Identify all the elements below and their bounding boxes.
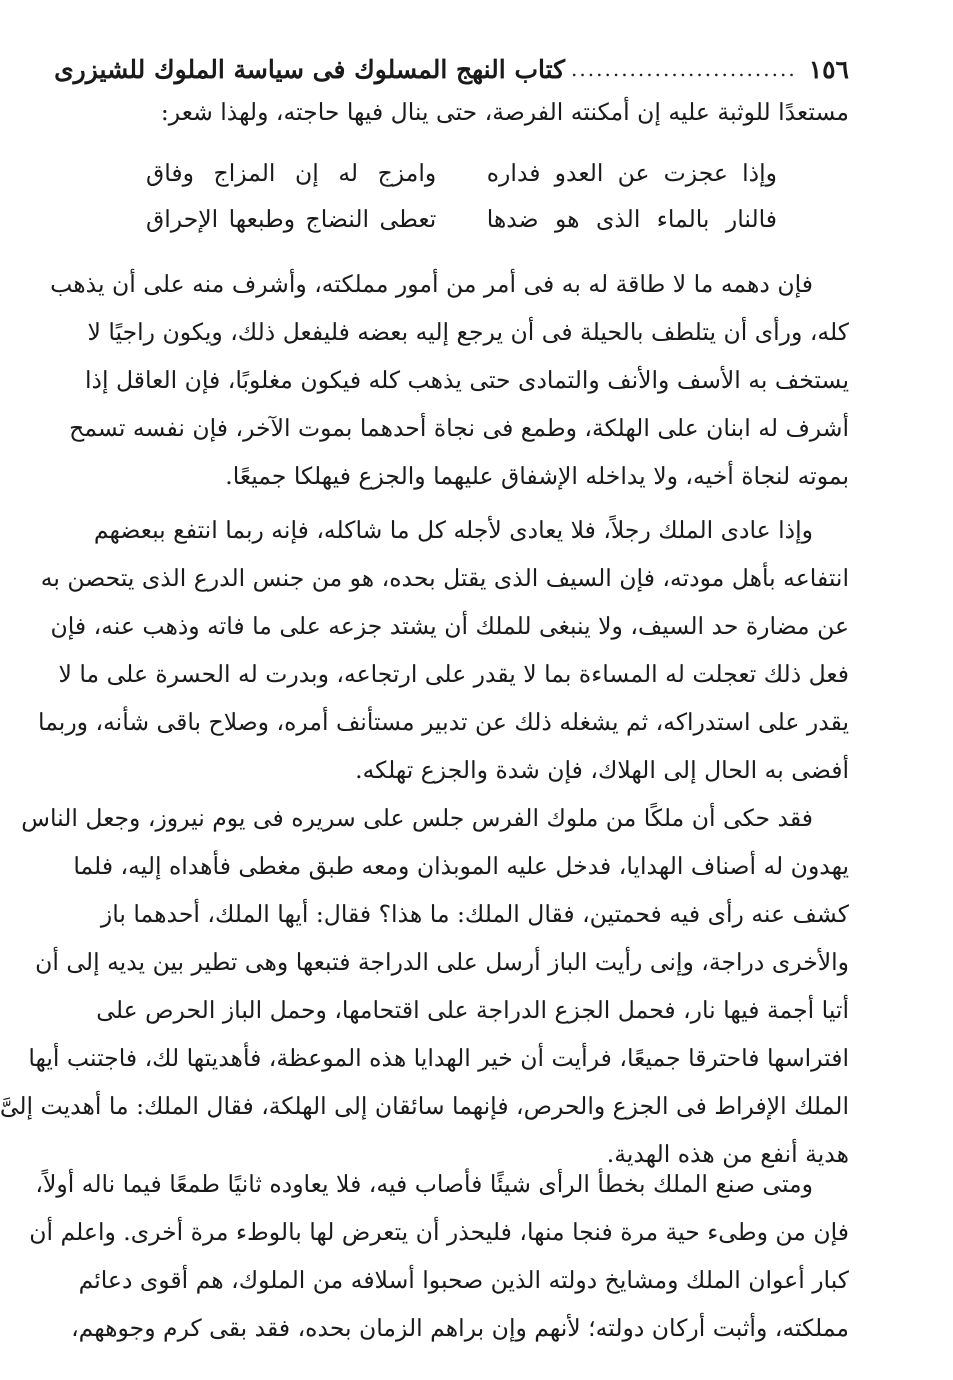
paragraph-line: افتراسها فاحترقا جميعًا، فرأيت أن خير الهدايا هذه الموعظة، فأهديتها لك، فاجتنب أيها <box>28 1044 849 1072</box>
verse-first-hemistich: وإذا عجزت عن العدو فداره <box>486 159 777 187</box>
running-header <box>54 48 849 90</box>
intro-block <box>104 88 849 136</box>
paragraph-line: الملك الإفراط فى الجزع والحرص، فإنهما سائقان إلى الهلكة، فقال الملك: ما أهديت إلىَّ <box>0 1092 849 1120</box>
verse-first-hemistich: فالنار بالماء الذى هو ضدها <box>486 205 777 233</box>
paragraph-line: ومتى صنع الملك بخطأ الرأى شيئًا فأصاب فيه، فلا يعاوده ثانيًا طمعًا فيما ناله أولاً، <box>35 1170 813 1198</box>
paragraph <box>38 506 849 794</box>
paragraph-line: يستخف به الأسف والأنف والتمادى حتى يذهب كله فيكون مغلوبًا، فإن العاقل إذا <box>84 366 849 394</box>
paragraph <box>50 260 849 500</box>
paragraph-line: أفضى به الحال إلى الهلاك، فإن شدة والجزع تهلكه. <box>355 756 849 784</box>
paragraph-line: بموته لنجاة أخيه، ولا يداخله الإشفاق عليهما والجزع فيهلكا جميعًا. <box>225 462 849 490</box>
paragraph-line: أشرف له ابنان على الهلكة، وطمع فى نجاة أحدهما بموت الآخر، فإن نفسه تسمح <box>69 414 849 442</box>
paragraph-line: هدية أنفع من هذه الهدية. <box>606 1140 849 1168</box>
page-number: ١٥٦ <box>808 54 849 84</box>
poem <box>146 150 777 242</box>
paragraph-line: كشف عنه رأى فيه فحمتين، فقال الملك: ما هذا؟ فقال: أيها الملك، أحدهما باز <box>100 900 849 928</box>
paragraph <box>0 794 849 1178</box>
verse-second-hemistich: وامزج له إن المزاج وفاق <box>146 159 437 187</box>
intro-line: مستعدًا للوثبة عليه إن أمكنته الفرصة، حتى ينال فيها حاجته، ولهذا شعر: <box>160 98 849 126</box>
paragraph-line: يهدون له أصناف الهدايا، فدخل عليه الموبذان ومعه طبق مغطى فأهداه إليه، فلما <box>73 852 849 880</box>
paragraph-line: فإن من وطىء حية مرة فنجا منها، فليحذر أن يتعرض لها بالوطء مرة أخرى. واعلم أن <box>29 1218 849 1246</box>
book-title: كتاب النهج المسلوك فى سياسة الملوك للشيزرى <box>54 54 566 84</box>
paragraph-line: يقدر على استدراكه، ثم يشغله ذلك عن تدبير مستأنف أمره، وصلاح باقى شأنه، وربما <box>38 708 849 736</box>
paragraph-line: والأخرى دراجة، وإنى رأيت الباز أرسل على الدراجة فتبعها وهى تطير بين يديه إلى أن <box>35 948 849 976</box>
paragraph-line: فقد حكى أن ملكًا من ملوك الفرس جلس على سريره فى يوم نيروز، وجعل الناس <box>21 804 813 832</box>
verse-second-hemistich: تعطى النضاج وطبعها الإحراق <box>146 205 437 233</box>
paragraph-line: كبار أعوان الملك ومشايخ دولته الذين صحبوا أسلافه من الملوك، هم أقوى دعائم <box>78 1266 849 1294</box>
poem-verse <box>146 196 777 242</box>
paragraph-line: فإن دهمه ما لا طاقة له به فى أمر من أمور مملكته، وأشرف منه على أن يذهب <box>50 270 813 298</box>
poem-verse <box>146 150 777 196</box>
paragraph-line: مملكته، وأثبت أركان دولته؛ لأنهم وإن براهم الزمان بحده، فقد بقى كرم وجوههم، <box>71 1314 849 1342</box>
paragraph-line: كله، ورأى أن يتلطف بالحيلة فى أن يرجع إليه بعضه فليفعل ذلك، ويكون راجيًا لا <box>87 318 849 346</box>
paragraph-line: أتيا أجمة فيها نار، فحمل الجزع الدراجة على اقتحامها، وحمل الباز الحرص على <box>96 996 849 1024</box>
paragraph-line: وإذا عادى الملك رجلاً، فلا يعادى لأجله كل ما شاكله، فإنه ربما انتفع ببعضهم <box>93 516 813 544</box>
paragraph <box>29 1160 849 1352</box>
paragraph-line: فعل ذلك تعجلت له المساءة بما لا يقدر على ارتجاعه، وبدرت له الحسرة على ما لا <box>58 660 849 688</box>
header-dot-leader: ........................... <box>571 57 797 81</box>
paragraph-line: عن مضارة حد السيف، ولا ينبغى للملك أن يشتد جزعه على ما فاته وذهب عنه، فإن <box>50 612 849 640</box>
paragraph-line: انتفاعه بأهل مودته، فإن السيف الذى يقتل بحده، هو من جنس الدرع الذى يتحصن به <box>40 564 849 592</box>
